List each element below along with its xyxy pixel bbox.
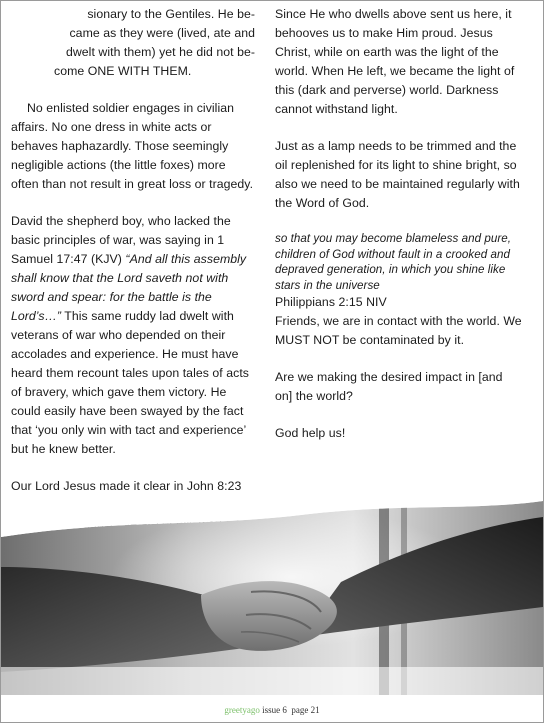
scripture-quote: so that you may become blameless and pure, children of God without fault in a crooked and depraved generation, in which you shine like stars in the universe: [275, 232, 512, 292]
text-line: dwelt with them) yet he did not be-: [65, 45, 255, 59]
page-number: page 21: [291, 705, 320, 715]
paragraph: Just as a lamp needs to be trimmed and the oil replenished for its light to shine bright, so also we need to be maintained regularly with the Word of God.: [275, 139, 520, 210]
scripture-reference: Philippians 2:15 NIV: [275, 295, 387, 309]
text-line: sionary to the Gentiles. He be-: [87, 7, 255, 21]
paragraph: God help us!: [275, 426, 346, 440]
scripture-quote: “And all this assembly shall know that the Lord saveth not with sword and spear: for the battle is the Lord’s…”: [11, 252, 247, 323]
right-column: [275, 5, 523, 443]
text-line: come ONE WITH THEM.: [54, 64, 192, 78]
paragraph: Are we making the desired impact in [and on] the world?: [275, 370, 503, 403]
text: This same ruddy lad dwelt with veterans of war who depended on their accolades and experience. He must have heard them recount tales upon tales of acts of bravery, which gave them victory. He could easily have been swayed by the fact that ‘you only win with tact and experience’ but he knew better.: [11, 309, 249, 456]
issue-number: issue 6: [262, 705, 287, 715]
paragraph: Since He who dwells above sent us here, it behooves us to make Him proud. Jesus Christ, while on earth was the light of the world. When He left, we became the light of this (dark and perverse) world. Darkness cannot withstand light.: [275, 7, 515, 116]
paragraph: Friends, we are in contact with the world. We MUST NOT be contaminated by it.: [275, 314, 522, 347]
handshake-photo: [1, 497, 543, 695]
page-footer: [1, 705, 543, 715]
left-column: [11, 5, 255, 553]
paragraph: [11, 212, 255, 459]
text-line: came as they were (lived, ate and: [69, 26, 255, 40]
text: David the shepherd boy, who lacked the basic principles of war, was saying in 1 Samuel 17:47 (KJV): [11, 214, 231, 266]
paragraph: No enlisted soldier engages in civilian affairs. No one dress in white acts or behaves haphazardly. Those seemingly negligible actions (the little foxes) more often than not result in great loss or tragedy.: [11, 101, 254, 191]
magazine-name: greetyago: [224, 705, 260, 715]
paragraph: Our Lord Jesus made it clear in John 8:23: [11, 479, 242, 493]
